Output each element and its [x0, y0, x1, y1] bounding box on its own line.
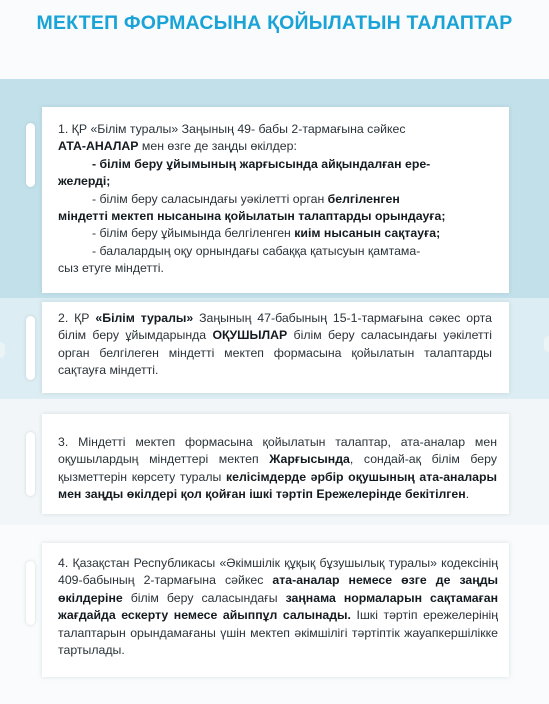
section-1-line: АТА-АНАЛАР мен өзге де заңды өкілдер:: [58, 139, 297, 154]
page-title: МЕКТЕП ФОРМАСЫНА ҚОЙЫЛАТЫН ТАЛАПТАР: [36, 12, 513, 34]
section-1-list-item: - білім беру ұйымының жарғысында айқындалған ере-: [92, 156, 431, 171]
section-2-paragraph: 2. ҚР «Білім туралы» Заңының 47-бабының 15-1-тармағына сәкес орта білім беру ұйымдарында ОҚУШЫЛАР білім беру саласындағы уәкілетті орган белгілеген міндетті мектеп формасына қойылатын талаптарды сақтауға міндетті.: [58, 311, 492, 378]
section-4-text: [58, 555, 498, 659]
section-1-list-item: - білім беру ұйымында белгіленген киім нысанын сақтауға;: [92, 226, 441, 241]
left-edge-marker: [0, 342, 5, 358]
card-tab: [26, 561, 35, 625]
section-1-line: сыз етуге міндетті.: [58, 261, 164, 276]
section-3-text: [58, 434, 497, 504]
section-1-line: желерді;: [58, 174, 111, 189]
section-1-text: [58, 121, 506, 278]
section-1-list-item: - білім беру саласындағы уәкілетті орган белгіленген: [92, 191, 400, 206]
right-edge-marker: [544, 336, 549, 352]
section-4-paragraph: 4. Қазақстан Республикасы «Әкімшілік құқық бұзушылық туралы» кодексінің 409-бабының 2-тармағына сәйкес ата-аналар немесе өзге де заңды өкілдеріне білім беру саласындағы заңнама нормаларын сақтамаған жағдайда ескерту немесе айыппұл салынады. Ішкі тәртіп ережелерінің талаптарын орындамағаны үшін мектеп әкімшілігі тәртіптік жауапкершілікке тартылады.: [58, 556, 499, 658]
card-tab: [26, 432, 35, 496]
card-tab: [26, 123, 35, 187]
card-tab: [26, 316, 35, 380]
section-1-line: міндетті мектеп нысанына қойылатын талаптарды орындауға;: [58, 209, 446, 224]
section-3-paragraph: 3. Міндетті мектеп формасына қойылатын талаптар, ата-аналар мен оқушылардың міндеттері мектеп Жарғысында, сондай-ақ білім беру қызметтерін көрсету туралы келісімдерде әрбір оқушының ата-аналары мен заңды өкілдері қол қойған ішкі тәртіп Ережелерінде бекітілген.: [58, 435, 497, 502]
section-2-text: [58, 310, 492, 380]
section-1-line: 1. ҚР «Білім туралы» Заңының 49- бабы 2-тармағына сәйкес: [58, 122, 406, 136]
section-1-list-item: - балалардың оқу орнындағы сабаққа қатысуын қамтама-: [92, 243, 421, 258]
